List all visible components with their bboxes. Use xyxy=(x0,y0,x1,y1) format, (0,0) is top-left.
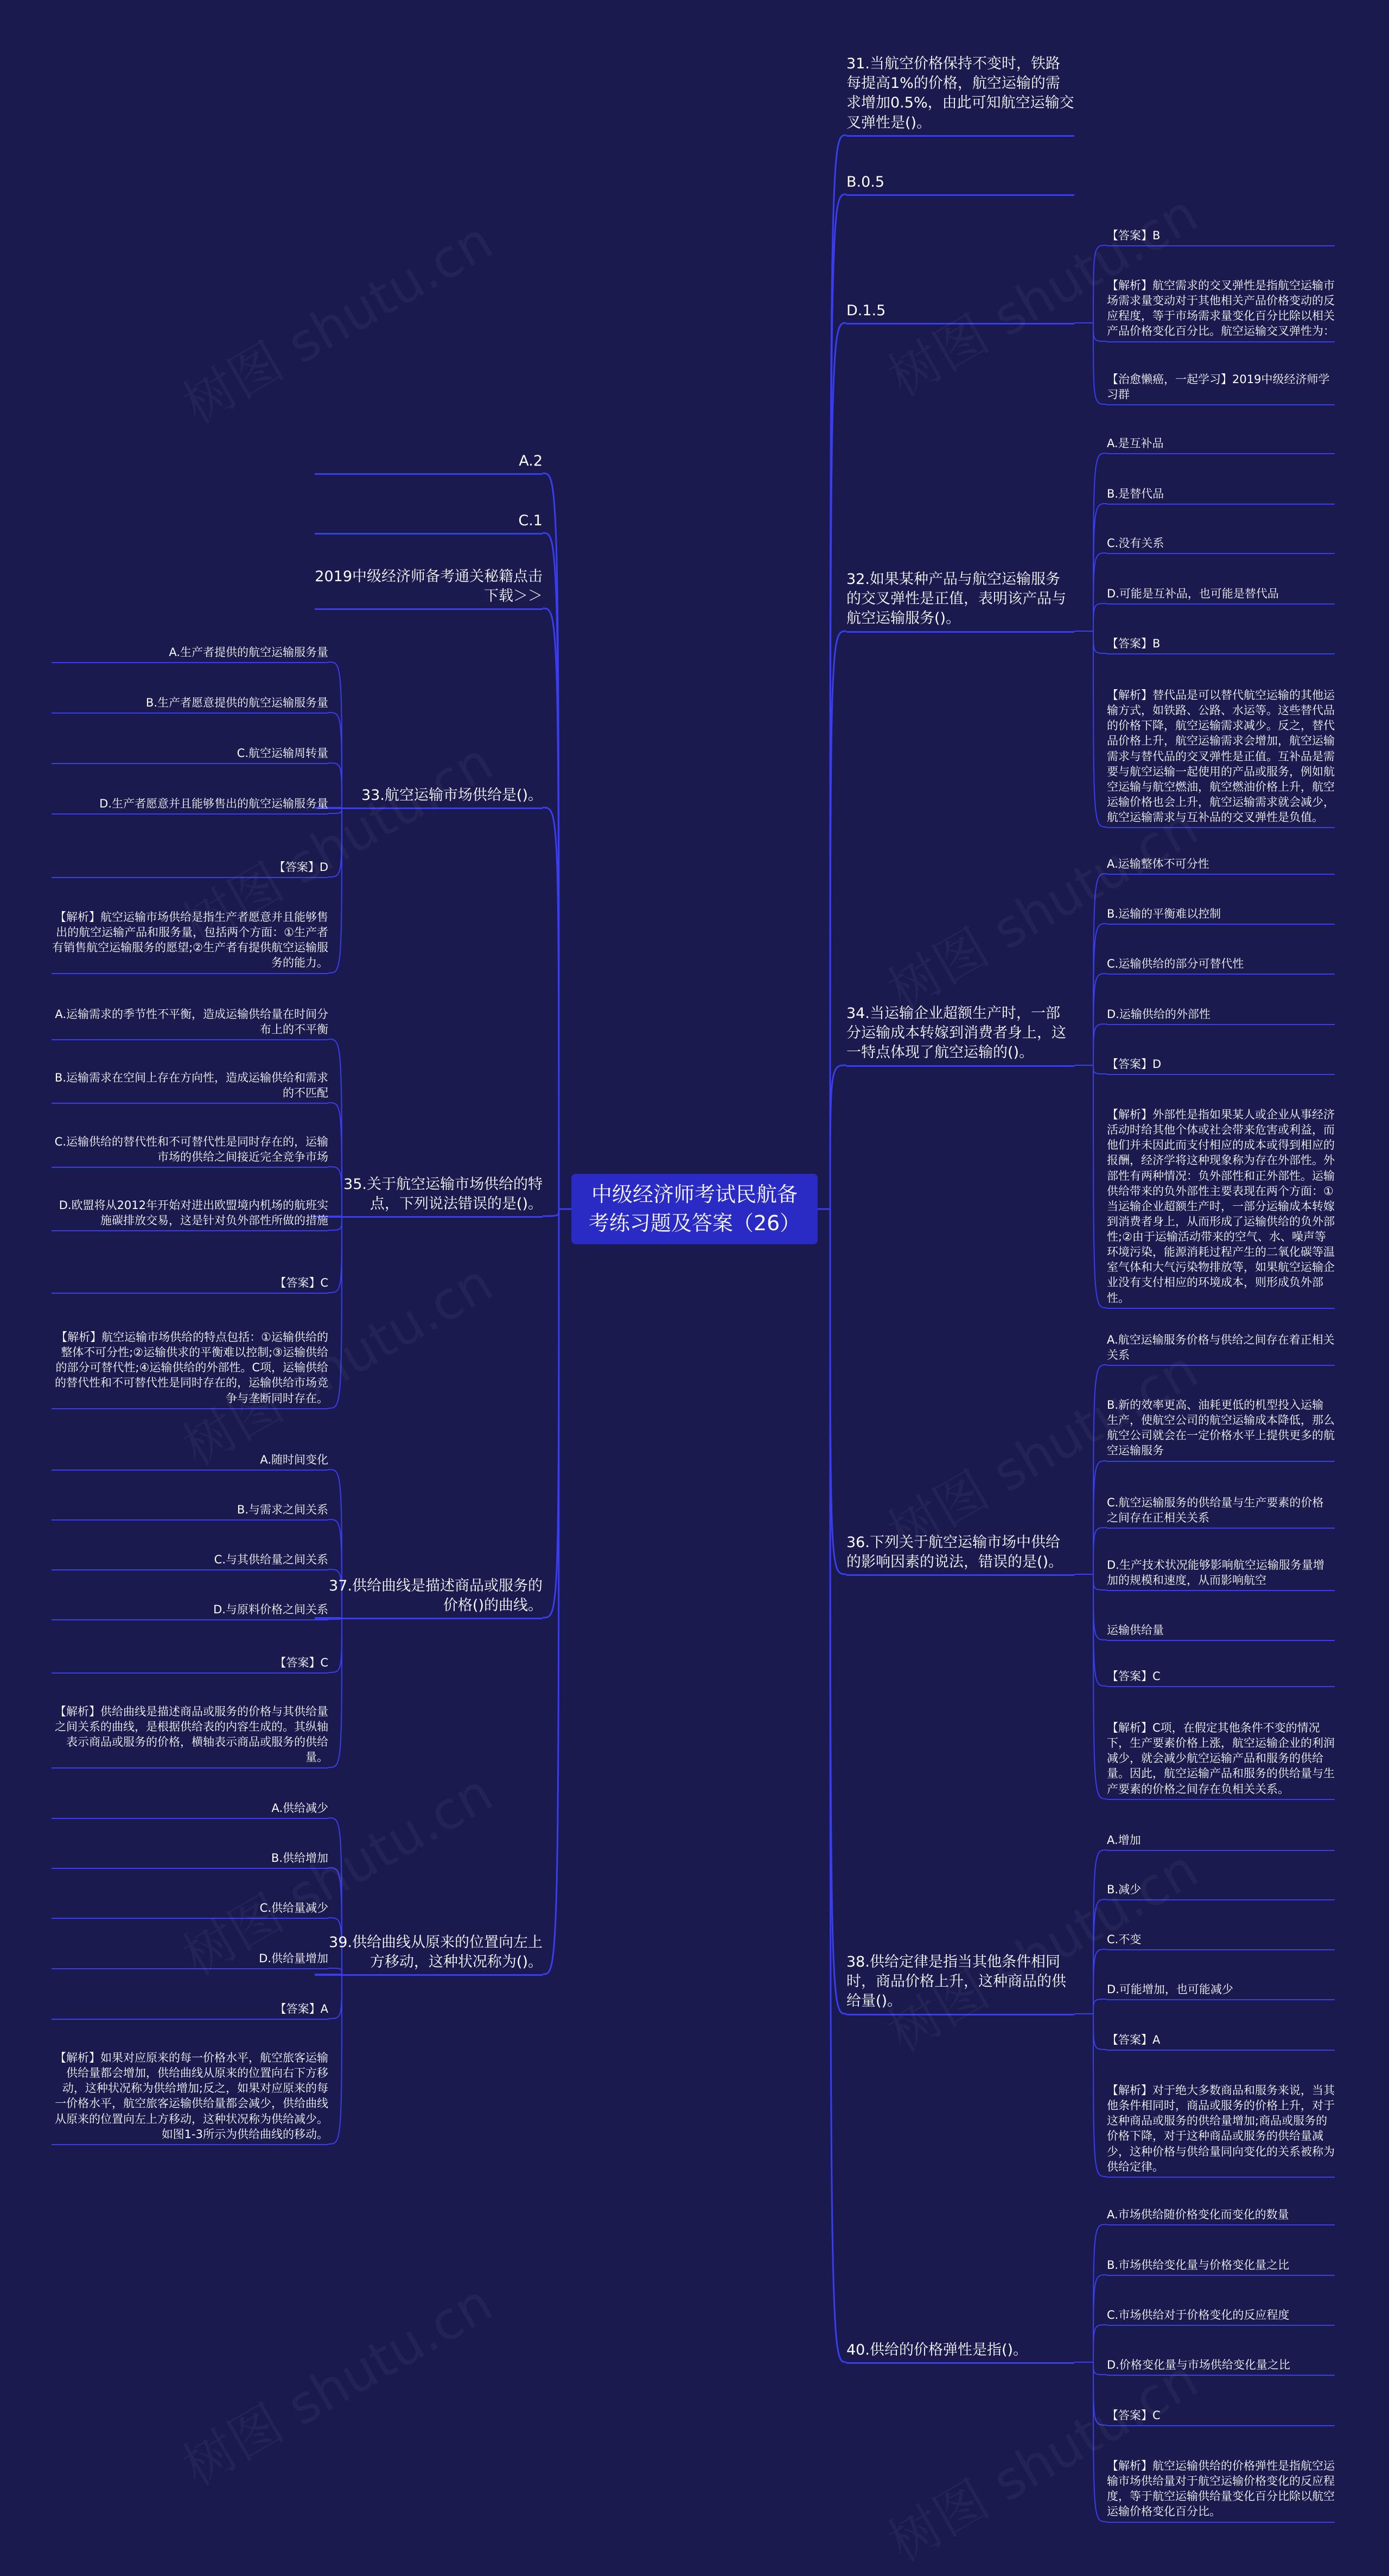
connector-line xyxy=(328,1216,342,1293)
node-underline xyxy=(1107,1024,1335,1025)
connector-line xyxy=(1093,924,1107,1065)
right-option[interactable]: A.市场供给随价格变化而变化的数量 xyxy=(1107,2208,1289,2221)
left-option[interactable]: A.随时间变化 xyxy=(260,1453,328,1466)
node-underline xyxy=(52,1103,328,1104)
right-option[interactable]: 【解析】外部性是指如果某人或企业从事经济活动时给其他个体或社会带来危害或利益，而他们并未因此而支付相应的成本或得到相应的报酬，经济学将这种现象称为存在外部性。外部性有两种情况：负外部性和正外部性。运输供给带来的负外部性主要表现在两个方面：①当运输企业超额生产时，一部分运输成本转嫁到消费者身上，从而形成了运输供给的负外部性;②由于运输活动带来的空气、水、噪声等环境污染，能源消耗过程产生的二氧化碳等温室气体和大气污染物排放等，如果航空运输企业没有支付相应的环境成本，则形成负外部性。 xyxy=(1107,1108,1335,1305)
left-question[interactable]: 37.供给曲线是描述商品或服务的价格()的曲线。 xyxy=(329,1578,543,1614)
node-underline xyxy=(52,662,328,663)
left-option[interactable]: 【答案】D xyxy=(273,861,328,874)
right-question[interactable]: 31.当航空价格保持不变时，铁路每提高1%的价格，航空运输的需求增加0.5%，由此可知航空运输交叉弹性是()。 xyxy=(846,55,1074,131)
right-option[interactable]: 运输供给量 xyxy=(1107,1624,1164,1637)
node-underline xyxy=(315,1618,543,1619)
connector-line xyxy=(328,1216,342,1230)
node-underline xyxy=(1107,504,1335,505)
right-option[interactable]: 【答案】C xyxy=(1107,1670,1161,1683)
connector-line xyxy=(328,1974,342,2144)
node-underline xyxy=(1107,1074,1335,1075)
node-underline xyxy=(1107,974,1335,975)
left-question[interactable]: 35.关于航空运输市场供给的特点，下列说法错误的是()。 xyxy=(343,1176,543,1213)
node-underline xyxy=(52,1767,328,1769)
node-underline xyxy=(315,473,543,475)
node-underline xyxy=(52,973,328,974)
connector-line xyxy=(1093,631,1107,653)
node-underline xyxy=(52,1968,328,1969)
connector-line xyxy=(1093,2362,1107,2425)
node-underline xyxy=(52,1569,328,1570)
node-underline xyxy=(52,1868,328,1869)
right-option[interactable]: D.价格变化量与市场供给变化量之比 xyxy=(1107,2358,1290,2371)
connector-line xyxy=(1093,2362,1107,2522)
right-option[interactable]: 【答案】A xyxy=(1107,2033,1161,2046)
connector-line xyxy=(1093,504,1107,631)
connector-line xyxy=(328,1216,342,1408)
node-underline xyxy=(1107,1590,1335,1591)
right-option[interactable]: C.市场供给对于价格变化的反应程度 xyxy=(1107,2308,1290,2321)
connector-line xyxy=(328,1618,342,1767)
left-option[interactable]: 【解析】航空运输市场供给是指生产者愿意并且能够售出的航空运输产品和服务量，包括两个方面：①生产者有销售航空运输服务的愿望;②生产者有提供航空运输服务的能力。 xyxy=(52,911,328,970)
left-option[interactable]: A.运输需求的季节性不平衡，造成运输供给量在时间分布上的不平衡 xyxy=(55,1008,328,1036)
right-option[interactable]: 【答案】C xyxy=(1107,2409,1161,2422)
node-underline xyxy=(1107,1850,1335,1851)
node-underline xyxy=(1107,2375,1335,2376)
node-underline xyxy=(52,1672,328,1674)
right-option[interactable]: A.是互补品 xyxy=(1107,437,1164,450)
node-underline xyxy=(1107,2224,1335,2225)
node-underline xyxy=(1107,1899,1335,1900)
right-option[interactable]: B.市场供给变化量与价格变化量之比 xyxy=(1107,2259,1290,2272)
right-option[interactable]: 【解析】C项，在假定其他条件不变的情况下，生产要素价格上涨，航空运输企业的利润减少，就会减少航空运输产品和服务的供给量。因此，航空运输产品和服务的供给量与生产要素的价格之间存在负相关关系。 xyxy=(1107,1721,1335,1796)
connector-line xyxy=(1093,2014,1107,2050)
connector-line xyxy=(830,1209,846,1574)
connector-line xyxy=(1093,603,1107,631)
right-option[interactable]: A.航空运输服务价格与供给之间存在着正相关关系 xyxy=(1107,1333,1335,1362)
right-option[interactable]: D.可能增加，也可能减少 xyxy=(1107,1983,1233,1996)
right-option[interactable]: D.生产技术状况能够影响航空运输服务量增加的规模和速度，从而影响航空 xyxy=(1107,1559,1324,1587)
node-underline xyxy=(1107,1365,1335,1366)
node-underline xyxy=(1107,1799,1335,1800)
left-question[interactable]: 2019中级经济师备考通关秘籍点击下载＞＞ xyxy=(315,568,543,605)
connector-line xyxy=(1093,974,1107,1065)
left-question[interactable]: A.2 xyxy=(519,453,543,469)
node-underline xyxy=(1107,2425,1335,2426)
connector-line xyxy=(1093,1461,1107,1574)
node-underline xyxy=(1107,1686,1335,1687)
node-underline xyxy=(1107,1461,1335,1462)
node-underline xyxy=(1107,827,1335,828)
node-underline xyxy=(1107,924,1335,925)
connector-line xyxy=(543,807,559,1209)
node-underline xyxy=(846,2014,1074,2015)
connector-line xyxy=(1093,2325,1107,2362)
right-question[interactable]: 36.下列关于航空运输市场中供给的影响因素的说法，错误的是()。 xyxy=(846,1534,1063,1571)
connector-line xyxy=(1093,1850,1107,2014)
right-option[interactable]: C.航空运输服务的供给量与生产要素的价格之间存在正相关关系 xyxy=(1107,1496,1324,1525)
node-underline xyxy=(1107,2177,1335,2178)
node-underline xyxy=(1107,2275,1335,2276)
connector-line xyxy=(830,1065,846,1209)
left-option[interactable]: B.供给增加 xyxy=(271,1852,328,1865)
right-option[interactable]: D.运输供给的外部性 xyxy=(1107,1008,1210,1021)
node-underline xyxy=(52,813,328,815)
right-option[interactable]: 【解析】替代品是可以替代航空运输的其他运输方式，如铁路、公路、水运等。这些替代品的价格下降，航空运输需求减少。反之，替代品价格上升，航空运输需求会增加，航空运输需求与替代品的交叉弹性是正值。互补品是需要与航空运输一起使用的产品或服务，例如航空运输与航空燃油，航空燃油价格上升，航空运输价格也会上升，航空运输需求就会减少，航空运输需求与互补品的交叉弹性是负值。 xyxy=(1107,689,1335,824)
node-underline xyxy=(315,1974,543,1976)
node-underline xyxy=(315,1216,543,1218)
node-underline xyxy=(1107,2050,1335,2051)
node-underline xyxy=(1107,1308,1335,1309)
right-option[interactable]: 【答案】B xyxy=(1107,229,1161,242)
left-option[interactable]: 【解析】如果对应原来的每一价格水平，航空旅客运输供给量都会增加，供给曲线从原来的位置向右下方移动，这种状况称为供给增加;反之，如果对应原来的每一价格水平，航空旅客运输供给量都会减少，供给曲线从原来的位置向左上方移动，这种状况称为供给减少。如图1-3所示为供给曲线的移动。 xyxy=(55,2051,328,2141)
node-underline xyxy=(846,1574,1074,1576)
connector-line xyxy=(1093,2275,1107,2362)
right-option[interactable]: 【解析】对于绝大多数商品和服务来说，当其他条件相同时，商品或服务的价格上升，对于这种商品或服务的供给量增加;商品或服务的价格下降，对于这种商品或服务的供给量减少，这种价格与供给量同向变化的关系被称为供给定律。 xyxy=(1107,2084,1335,2173)
node-underline xyxy=(1107,2522,1335,2523)
node-underline xyxy=(1107,404,1335,405)
left-option[interactable]: D.供给量增加 xyxy=(259,1952,328,1965)
connector-line xyxy=(1093,1949,1107,2014)
connector-line xyxy=(543,1209,559,1216)
connector-line xyxy=(328,807,342,877)
left-option[interactable]: 【答案】C xyxy=(275,1656,328,1669)
connector-line xyxy=(1093,1574,1107,1686)
right-option[interactable]: 【答案】D xyxy=(1107,1058,1162,1071)
node-underline xyxy=(846,631,1074,633)
node-underline xyxy=(52,2144,328,2145)
right-question[interactable]: B.0.5 xyxy=(846,174,885,190)
left-option[interactable]: B.运输需求在空间上存在方向性，造成运输供给和需求的不匹配 xyxy=(54,1071,328,1100)
node-underline xyxy=(1107,653,1335,654)
node-underline xyxy=(52,1293,328,1294)
right-option[interactable]: C.没有关系 xyxy=(1107,537,1164,550)
node-underline xyxy=(846,194,1074,196)
right-option[interactable]: D.可能是互补品，也可能是替代品 xyxy=(1107,587,1279,600)
node-underline xyxy=(52,1918,328,1919)
right-question[interactable]: 34.当运输企业超额生产时，一部分运输成本转嫁到消费者身上，这一特点体现了航空运输的()。 xyxy=(846,1005,1066,1061)
left-question[interactable]: 39.供给曲线从原来的位置向左上方移动，这种状况称为()。 xyxy=(329,1934,543,1971)
node-underline xyxy=(52,1230,328,1231)
connector-line xyxy=(543,533,559,1209)
connector-line xyxy=(1093,245,1107,323)
right-option[interactable]: 【答案】B xyxy=(1107,637,1161,650)
right-option[interactable]: B.是替代品 xyxy=(1107,487,1164,500)
node-underline xyxy=(52,713,328,714)
right-option[interactable]: B.运输的平衡难以控制 xyxy=(1107,907,1221,920)
node-underline xyxy=(1107,553,1335,554)
connector-line xyxy=(543,608,559,1209)
node-underline xyxy=(52,2019,328,2020)
right-option[interactable]: A.增加 xyxy=(1107,1834,1141,1847)
node-underline xyxy=(52,1818,328,1819)
node-underline xyxy=(315,533,543,535)
node-underline xyxy=(52,1519,328,1521)
right-option[interactable]: 【解析】航空需求的交叉弹性是指航空运输市场需求量变动对于其他相关产品价格变动的反应程度，等于市场需求量变化百分比除以相关产品价格变化百分比。航空运输交叉弹性为： xyxy=(1107,279,1335,338)
left-question[interactable]: C.1 xyxy=(518,512,543,529)
right-option[interactable]: 【解析】航空运输供给的价格弹性是指航空运输市场供给量对于航空运输价格变化的反应程度，等于航空运输供给量变化百分比除以航空运输价格变化百分比。 xyxy=(1107,2459,1335,2518)
node-underline xyxy=(315,608,543,610)
left-option[interactable]: B.与需求之间关系 xyxy=(237,1503,328,1516)
right-option[interactable]: C.运输供给的部分可替代性 xyxy=(1107,957,1244,970)
connector-line xyxy=(1093,1574,1107,1799)
node-underline xyxy=(1107,453,1335,454)
node-underline xyxy=(1107,2325,1335,2326)
connector-line xyxy=(1093,2362,1107,2375)
right-option[interactable]: B.新的效率更高、油耗更低的机型投入运输生产，使航空公司的航空运输成本降低，那么航空公司就会在一定价格水平上提供更多的航空运输服务 xyxy=(1107,1398,1335,1458)
left-option[interactable]: C.运输供给的替代性和不可替代性是同时存在的，运输市场的供给之间接近完全竞争市场 xyxy=(54,1135,328,1164)
left-option[interactable]: 【答案】C xyxy=(275,1276,328,1289)
left-option[interactable]: 【答案】A xyxy=(275,2002,328,2015)
connector-line xyxy=(1093,1528,1107,1574)
connector-line xyxy=(1093,453,1107,631)
connector-line xyxy=(328,1618,342,1672)
node-underline xyxy=(1107,1949,1335,1950)
connector-line xyxy=(1093,553,1107,631)
node-underline xyxy=(52,877,328,878)
connector-line xyxy=(1093,2224,1107,2362)
node-underline xyxy=(52,1619,328,1620)
node-underline xyxy=(1107,874,1335,875)
right-question[interactable]: 32.如果某种产品与航空运输服务的交叉弹性是正值，表明该产品与航空运输服务()。 xyxy=(846,571,1066,627)
connector-line xyxy=(543,1209,559,1974)
node-underline xyxy=(315,807,543,809)
connector-line xyxy=(1093,1999,1107,2014)
connector-line xyxy=(1093,874,1107,1065)
node-underline xyxy=(52,1167,328,1168)
node-underline xyxy=(846,2362,1074,2364)
right-option[interactable]: A.运输整体不可分性 xyxy=(1107,857,1209,870)
connector-line xyxy=(1093,1574,1107,1590)
connector-line xyxy=(1093,1024,1107,1065)
right-option[interactable]: 【治愈懒癌，一起学习】2019中级经济师学习群 xyxy=(1107,373,1330,402)
connector-line xyxy=(543,1209,559,1618)
node-underline xyxy=(1107,1640,1335,1641)
left-question[interactable]: 33.航空运输市场供给是()。 xyxy=(361,787,543,804)
left-option[interactable]: A.供给减少 xyxy=(271,1802,328,1815)
connector-line xyxy=(1093,631,1107,827)
connector-line xyxy=(1093,323,1107,341)
right-question[interactable]: D.1.5 xyxy=(846,302,886,319)
connector-line xyxy=(328,807,342,973)
left-option[interactable]: A.生产者提供的航空运输服务量 xyxy=(169,646,328,659)
connector-line xyxy=(328,1974,342,2019)
connector-line xyxy=(1093,323,1107,404)
connector-line xyxy=(1093,1065,1107,1074)
connector-line xyxy=(830,631,846,1209)
connector-line xyxy=(1093,1365,1107,1574)
node-underline xyxy=(1107,1528,1335,1529)
left-option[interactable]: C.航空运输周转量 xyxy=(237,747,328,760)
root-topic[interactable]: 中级经济师考试民航备考练习题及答案（26） xyxy=(571,1174,818,1244)
left-option[interactable]: D.与原料价格之间关系 xyxy=(213,1603,328,1616)
left-option[interactable]: D.欧盟将从2012年开始对进出欧盟境内机场的航班实施碳排放交易，这是针对负外部性所做的措施 xyxy=(59,1199,328,1227)
left-option[interactable]: D.生产者愿意并且能够售出的航空运输服务量 xyxy=(99,797,328,810)
node-underline xyxy=(846,1065,1074,1067)
node-underline xyxy=(1107,1999,1335,2000)
node-underline xyxy=(1107,245,1335,246)
node-underline xyxy=(52,1408,328,1409)
connector-line xyxy=(1093,1574,1107,1640)
connector-line xyxy=(1093,1065,1107,1308)
connector-line xyxy=(830,1209,846,2362)
left-option[interactable]: 【解析】供给曲线是描述商品或服务的价格与其供给量之间关系的曲线，是根据供给表的内容生成的。其纵轴表示商品或服务的价格，横轴表示商品或服务的供给量。 xyxy=(55,1705,328,1764)
left-option[interactable]: C.与其供给量之间关系 xyxy=(214,1553,328,1566)
node-underline xyxy=(1107,603,1335,605)
node-underline xyxy=(52,1470,328,1471)
right-option[interactable]: B.减少 xyxy=(1107,1883,1142,1896)
right-question[interactable]: 40.供给的价格弹性是指()。 xyxy=(846,2342,1028,2358)
node-underline xyxy=(52,763,328,764)
node-underline xyxy=(846,323,1074,325)
right-question[interactable]: 38.供给定律是指当其他条件相同时，商品价格上升，这种商品的供给量()。 xyxy=(846,1954,1066,2010)
left-option[interactable]: B.生产者愿意提供的航空运输服务量 xyxy=(145,696,328,709)
left-option[interactable]: 【解析】航空运输市场供给的特点包括：①运输供给的整体不可分性;②运输供求的平衡难以控制;③运输供给的部分可替代性;④运输供给的外部性。C项，运输供给的替代性和不可替代性是同时存在的，运输供给市场竞争与垄断同时存在。 xyxy=(55,1331,328,1405)
connector-line xyxy=(1093,2014,1107,2177)
node-underline xyxy=(1107,341,1335,342)
left-option[interactable]: C.供给量减少 xyxy=(259,1901,328,1914)
node-underline xyxy=(846,135,1074,137)
right-option[interactable]: C.不变 xyxy=(1107,1933,1142,1946)
node-underline xyxy=(52,1039,328,1040)
connector-line xyxy=(830,1209,846,2014)
